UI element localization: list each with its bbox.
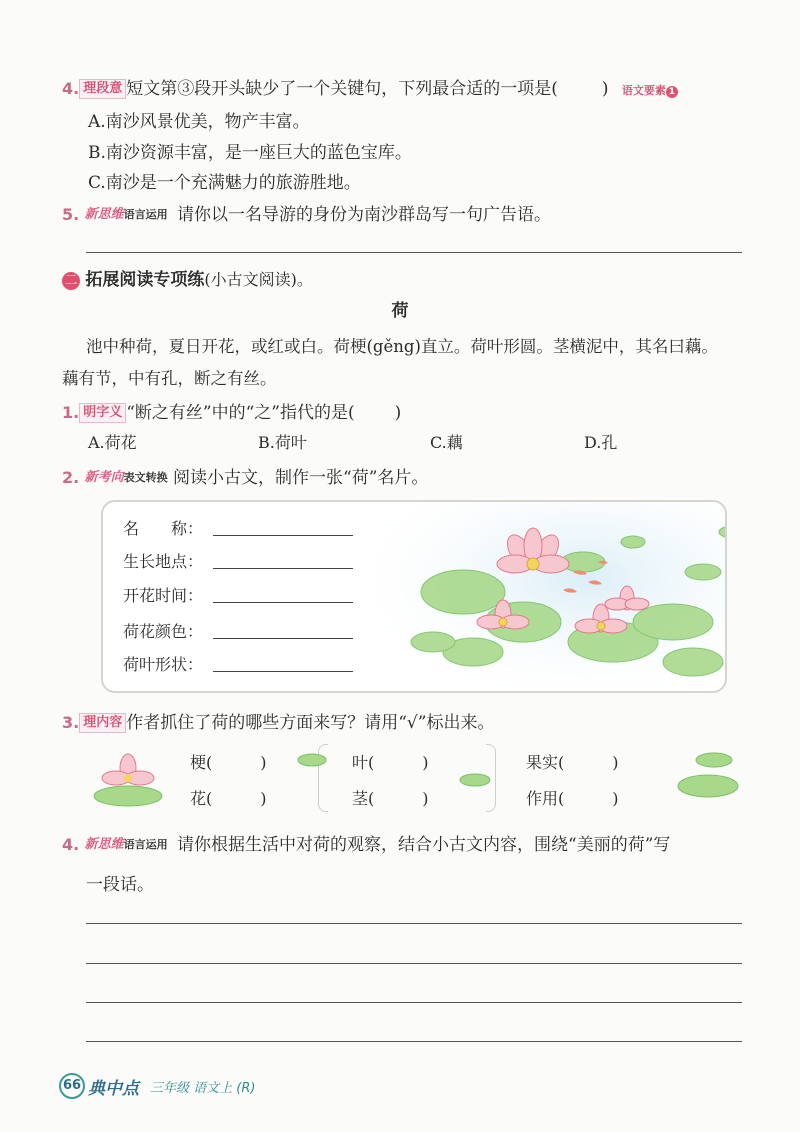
lotus-illustration xyxy=(373,502,727,692)
question-4 xyxy=(62,74,678,99)
card-answer-line[interactable] xyxy=(213,602,353,603)
question-5 xyxy=(62,200,551,225)
page-number: 66 xyxy=(59,1073,85,1099)
card-field-bloom-time: 开花时间： xyxy=(123,586,204,605)
card-answer-line[interactable] xyxy=(213,671,353,672)
answer-paren-close: ) xyxy=(601,79,609,99)
check-item-use[interactable]: 作用( ) xyxy=(526,789,619,808)
question-number: 1. xyxy=(62,403,80,422)
card-field-flower-color: 荷花颜色： xyxy=(123,622,204,641)
card-answer-line[interactable] xyxy=(213,638,353,639)
book-info: 三年级 语文上 (R) xyxy=(150,1081,256,1096)
card-field-leaf-shape: 荷叶形状： xyxy=(123,655,204,674)
writing-line[interactable] xyxy=(86,963,742,964)
writing-line[interactable] xyxy=(86,923,742,924)
passage-line-1: 池中种荷，夏日开花，或红或白。荷梗(gěng)直立。荷叶形圆。茎横泥中，其名曰藕。 xyxy=(86,337,718,356)
card-answer-line[interactable] xyxy=(213,535,353,536)
check-item-fruit[interactable]: 果实( ) xyxy=(526,753,619,772)
option-d[interactable]: D.孔 xyxy=(584,433,618,452)
section-number-icon: 二 xyxy=(62,272,80,290)
option-a[interactable]: A.南沙风景优美，物产丰富。 xyxy=(88,112,310,132)
sub-question-2 xyxy=(62,463,428,488)
writing-line[interactable] xyxy=(86,1002,742,1003)
brand-logo: 典中点 xyxy=(88,1079,139,1099)
skill-tag: 理内容 xyxy=(79,713,126,733)
option-b[interactable]: B.荷叶 xyxy=(258,433,307,452)
question-text: 阅读小古文，制作一张“荷”名片。 xyxy=(173,468,429,488)
check-item-root[interactable]: 茎( ) xyxy=(352,789,429,808)
section-header xyxy=(62,265,313,290)
answer-paren-close: ) xyxy=(394,403,402,423)
skill-tag: 新考向表文转换 xyxy=(84,470,168,485)
question-number: 2. xyxy=(62,468,80,487)
skill-tag: 新思维语言运用 xyxy=(84,207,168,222)
passage-title: 荷 xyxy=(391,301,409,321)
skill-tag: 新思维语言运用 xyxy=(84,837,168,852)
passage-line-2: 藕有节，中有孔，断之有丝。 xyxy=(62,369,277,388)
section-subtitle: (小古文阅读)。 xyxy=(204,270,313,289)
answer-line[interactable] xyxy=(86,252,742,253)
sub-question-4 xyxy=(62,830,670,855)
question-number: 4. xyxy=(62,835,80,854)
card-field-location: 生长地点： xyxy=(123,552,204,571)
question-text: 请你以一名导游的身份为南沙群岛写一句广告语。 xyxy=(177,205,552,225)
section-title: 拓展阅读专项练 xyxy=(85,270,205,290)
card-field-name: 名 称： xyxy=(123,519,204,538)
option-c[interactable]: C.南沙是一个充满魅力的旅游胜地。 xyxy=(88,173,361,193)
writing-line[interactable] xyxy=(86,1041,742,1042)
badge-number: 1 xyxy=(666,86,678,98)
option-a[interactable]: A.荷花 xyxy=(88,433,137,452)
question-text: 短文第③段开头缺少了一个关键句，下列最合适的一项是( xyxy=(126,79,558,99)
sub-question-1 xyxy=(62,398,401,423)
option-c[interactable]: C.藕 xyxy=(430,433,463,452)
question-number: 3. xyxy=(62,713,80,732)
sub-question-3 xyxy=(62,708,494,733)
question-number: 5. xyxy=(62,205,80,224)
skill-tag: 理段意 xyxy=(79,79,126,99)
question-text: 请你根据生活中对荷的观察，结合小古文内容，围绕“美丽的荷”写 xyxy=(177,835,671,855)
check-item-leaf[interactable]: 叶( ) xyxy=(352,753,429,772)
leaf-icon xyxy=(458,772,492,788)
name-card xyxy=(101,500,727,693)
element-badge: 语文要素 1 xyxy=(622,84,678,97)
question-text: “断之有丝”中的“之”指代的是( xyxy=(126,403,355,423)
option-b[interactable]: B.南沙资源丰富，是一座巨大的蓝色宝库。 xyxy=(88,143,412,163)
question-number: 4. xyxy=(62,79,80,98)
check-item-stem[interactable]: 梗( ) xyxy=(190,753,267,772)
lotus-decoration-icon xyxy=(90,750,170,812)
leaf-icon xyxy=(296,752,328,768)
card-answer-line[interactable] xyxy=(213,568,353,569)
question-text-cont: 一段话。 xyxy=(86,875,154,895)
check-item-flower[interactable]: 花( ) xyxy=(190,789,267,808)
leaf-icon xyxy=(670,748,740,804)
question-text: 作者抓住了荷的哪些方面来写？请用“√”标出来。 xyxy=(126,713,495,733)
skill-tag: 明字义 xyxy=(79,403,126,423)
